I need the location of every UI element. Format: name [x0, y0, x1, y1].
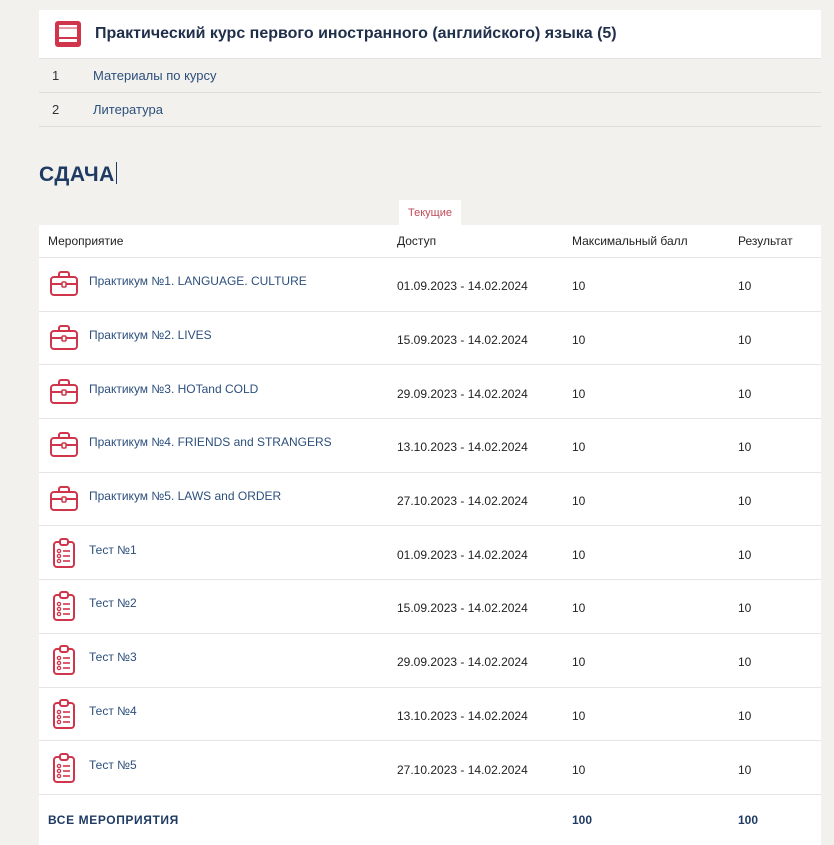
course-item[interactable]	[39, 93, 821, 127]
activity-cell	[39, 322, 397, 354]
activity-link[interactable]: Тест №1	[89, 542, 137, 557]
header-result: Результат	[738, 234, 793, 248]
table-row	[39, 580, 821, 634]
access-cell: 15.09.2023 - 14.02.2024	[397, 333, 528, 348]
table-header	[39, 225, 821, 258]
result-cell: 10	[738, 440, 752, 455]
activity-cell	[39, 376, 397, 408]
briefcase-icon	[48, 376, 80, 408]
header-access: Доступ	[397, 234, 437, 248]
access-cell: 27.10.2023 - 14.02.2024	[397, 494, 528, 509]
access-cell: 13.10.2023 - 14.02.2024	[397, 440, 528, 455]
course-item-number: 1	[52, 68, 60, 83]
result-cell: 10	[738, 547, 752, 562]
course-panel	[39, 10, 821, 127]
clipboard-list-icon	[48, 644, 80, 676]
text-cursor	[116, 162, 117, 184]
result-cell: 10	[738, 708, 752, 723]
course-item-number: 2	[52, 102, 60, 117]
activity-link[interactable]: Тест №4	[89, 703, 137, 718]
course-materials-link[interactable]: Материалы по курсу	[93, 68, 217, 83]
access-cell: 27.10.2023 - 14.02.2024	[397, 762, 528, 777]
header-max-score: Максимальный балл	[572, 234, 688, 248]
footer-max-total: 100	[572, 812, 593, 827]
max-score-cell: 10	[572, 440, 586, 455]
activity-cell	[39, 752, 397, 784]
access-cell: 13.10.2023 - 14.02.2024	[397, 708, 528, 723]
briefcase-icon	[48, 429, 80, 461]
result-cell: 10	[738, 655, 752, 670]
max-score-cell: 10	[572, 655, 586, 670]
activity-cell	[39, 537, 397, 569]
activity-link[interactable]: Практикум №4. FRIENDS and STRANGERS	[89, 435, 332, 450]
footer-all-activities[interactable]: ВСЕ МЕРОПРИЯТИЯ	[48, 812, 179, 827]
table-row	[39, 741, 821, 795]
activity-link[interactable]: Тест №3	[89, 650, 137, 665]
clipboard-list-icon	[48, 590, 80, 622]
clipboard-list-icon	[48, 698, 80, 730]
activity-link[interactable]: Тест №2	[89, 596, 137, 611]
result-cell: 10	[738, 333, 752, 348]
header-activity: Мероприятие	[48, 234, 124, 248]
clipboard-list-icon	[48, 537, 80, 569]
table-row	[39, 473, 821, 527]
access-cell: 01.09.2023 - 14.02.2024	[397, 279, 528, 294]
tab-current[interactable]: Текущие	[399, 200, 461, 225]
briefcase-icon	[48, 268, 80, 300]
book-icon	[53, 19, 83, 49]
course-item[interactable]	[39, 59, 821, 93]
result-cell: 10	[738, 494, 752, 509]
activity-cell	[39, 590, 397, 622]
max-score-cell: 10	[572, 762, 586, 777]
max-score-cell: 10	[572, 601, 586, 616]
table-footer	[39, 795, 821, 845]
clipboard-list-icon	[48, 752, 80, 784]
section-title-text: СДАЧА	[39, 163, 115, 186]
access-cell: 15.09.2023 - 14.02.2024	[397, 601, 528, 616]
section-title	[39, 162, 117, 187]
max-score-cell: 10	[572, 333, 586, 348]
activity-link[interactable]: Практикум №1. LANGUAGE. CULTURE	[89, 274, 307, 289]
activity-link[interactable]: Практикум №3. HOTand COLD	[89, 381, 259, 396]
max-score-cell: 10	[572, 547, 586, 562]
activity-cell	[39, 698, 397, 730]
activity-link[interactable]: Практикум №2. LIVES	[89, 328, 212, 343]
activity-cell	[39, 644, 397, 676]
table-row	[39, 688, 821, 742]
access-cell: 29.09.2023 - 14.02.2024	[397, 386, 528, 401]
table-row	[39, 258, 821, 312]
activity-cell	[39, 429, 397, 461]
briefcase-icon	[48, 483, 80, 515]
max-score-cell: 10	[572, 279, 586, 294]
result-cell: 10	[738, 601, 752, 616]
max-score-cell: 10	[572, 708, 586, 723]
table-row	[39, 312, 821, 366]
course-literature-link[interactable]: Литература	[93, 102, 163, 117]
result-cell: 10	[738, 279, 752, 294]
activity-cell	[39, 483, 397, 515]
activities-table	[39, 225, 821, 845]
access-cell: 29.09.2023 - 14.02.2024	[397, 655, 528, 670]
footer-result-total: 100	[738, 812, 759, 827]
table-row	[39, 419, 821, 473]
table-row	[39, 634, 821, 688]
course-header	[39, 10, 821, 59]
briefcase-icon	[48, 322, 80, 354]
course-title: Практический курс первого иностранного (английского) языка (5)	[95, 25, 617, 42]
activity-link[interactable]: Тест №5	[89, 757, 137, 772]
result-cell: 10	[738, 386, 752, 401]
table-row	[39, 526, 821, 580]
activity-link[interactable]: Практикум №5. LAWS and ORDER	[89, 489, 282, 504]
result-cell: 10	[738, 762, 752, 777]
access-cell: 01.09.2023 - 14.02.2024	[397, 547, 528, 562]
activity-cell	[39, 268, 397, 300]
table-row	[39, 365, 821, 419]
max-score-cell: 10	[572, 386, 586, 401]
max-score-cell: 10	[572, 494, 586, 509]
